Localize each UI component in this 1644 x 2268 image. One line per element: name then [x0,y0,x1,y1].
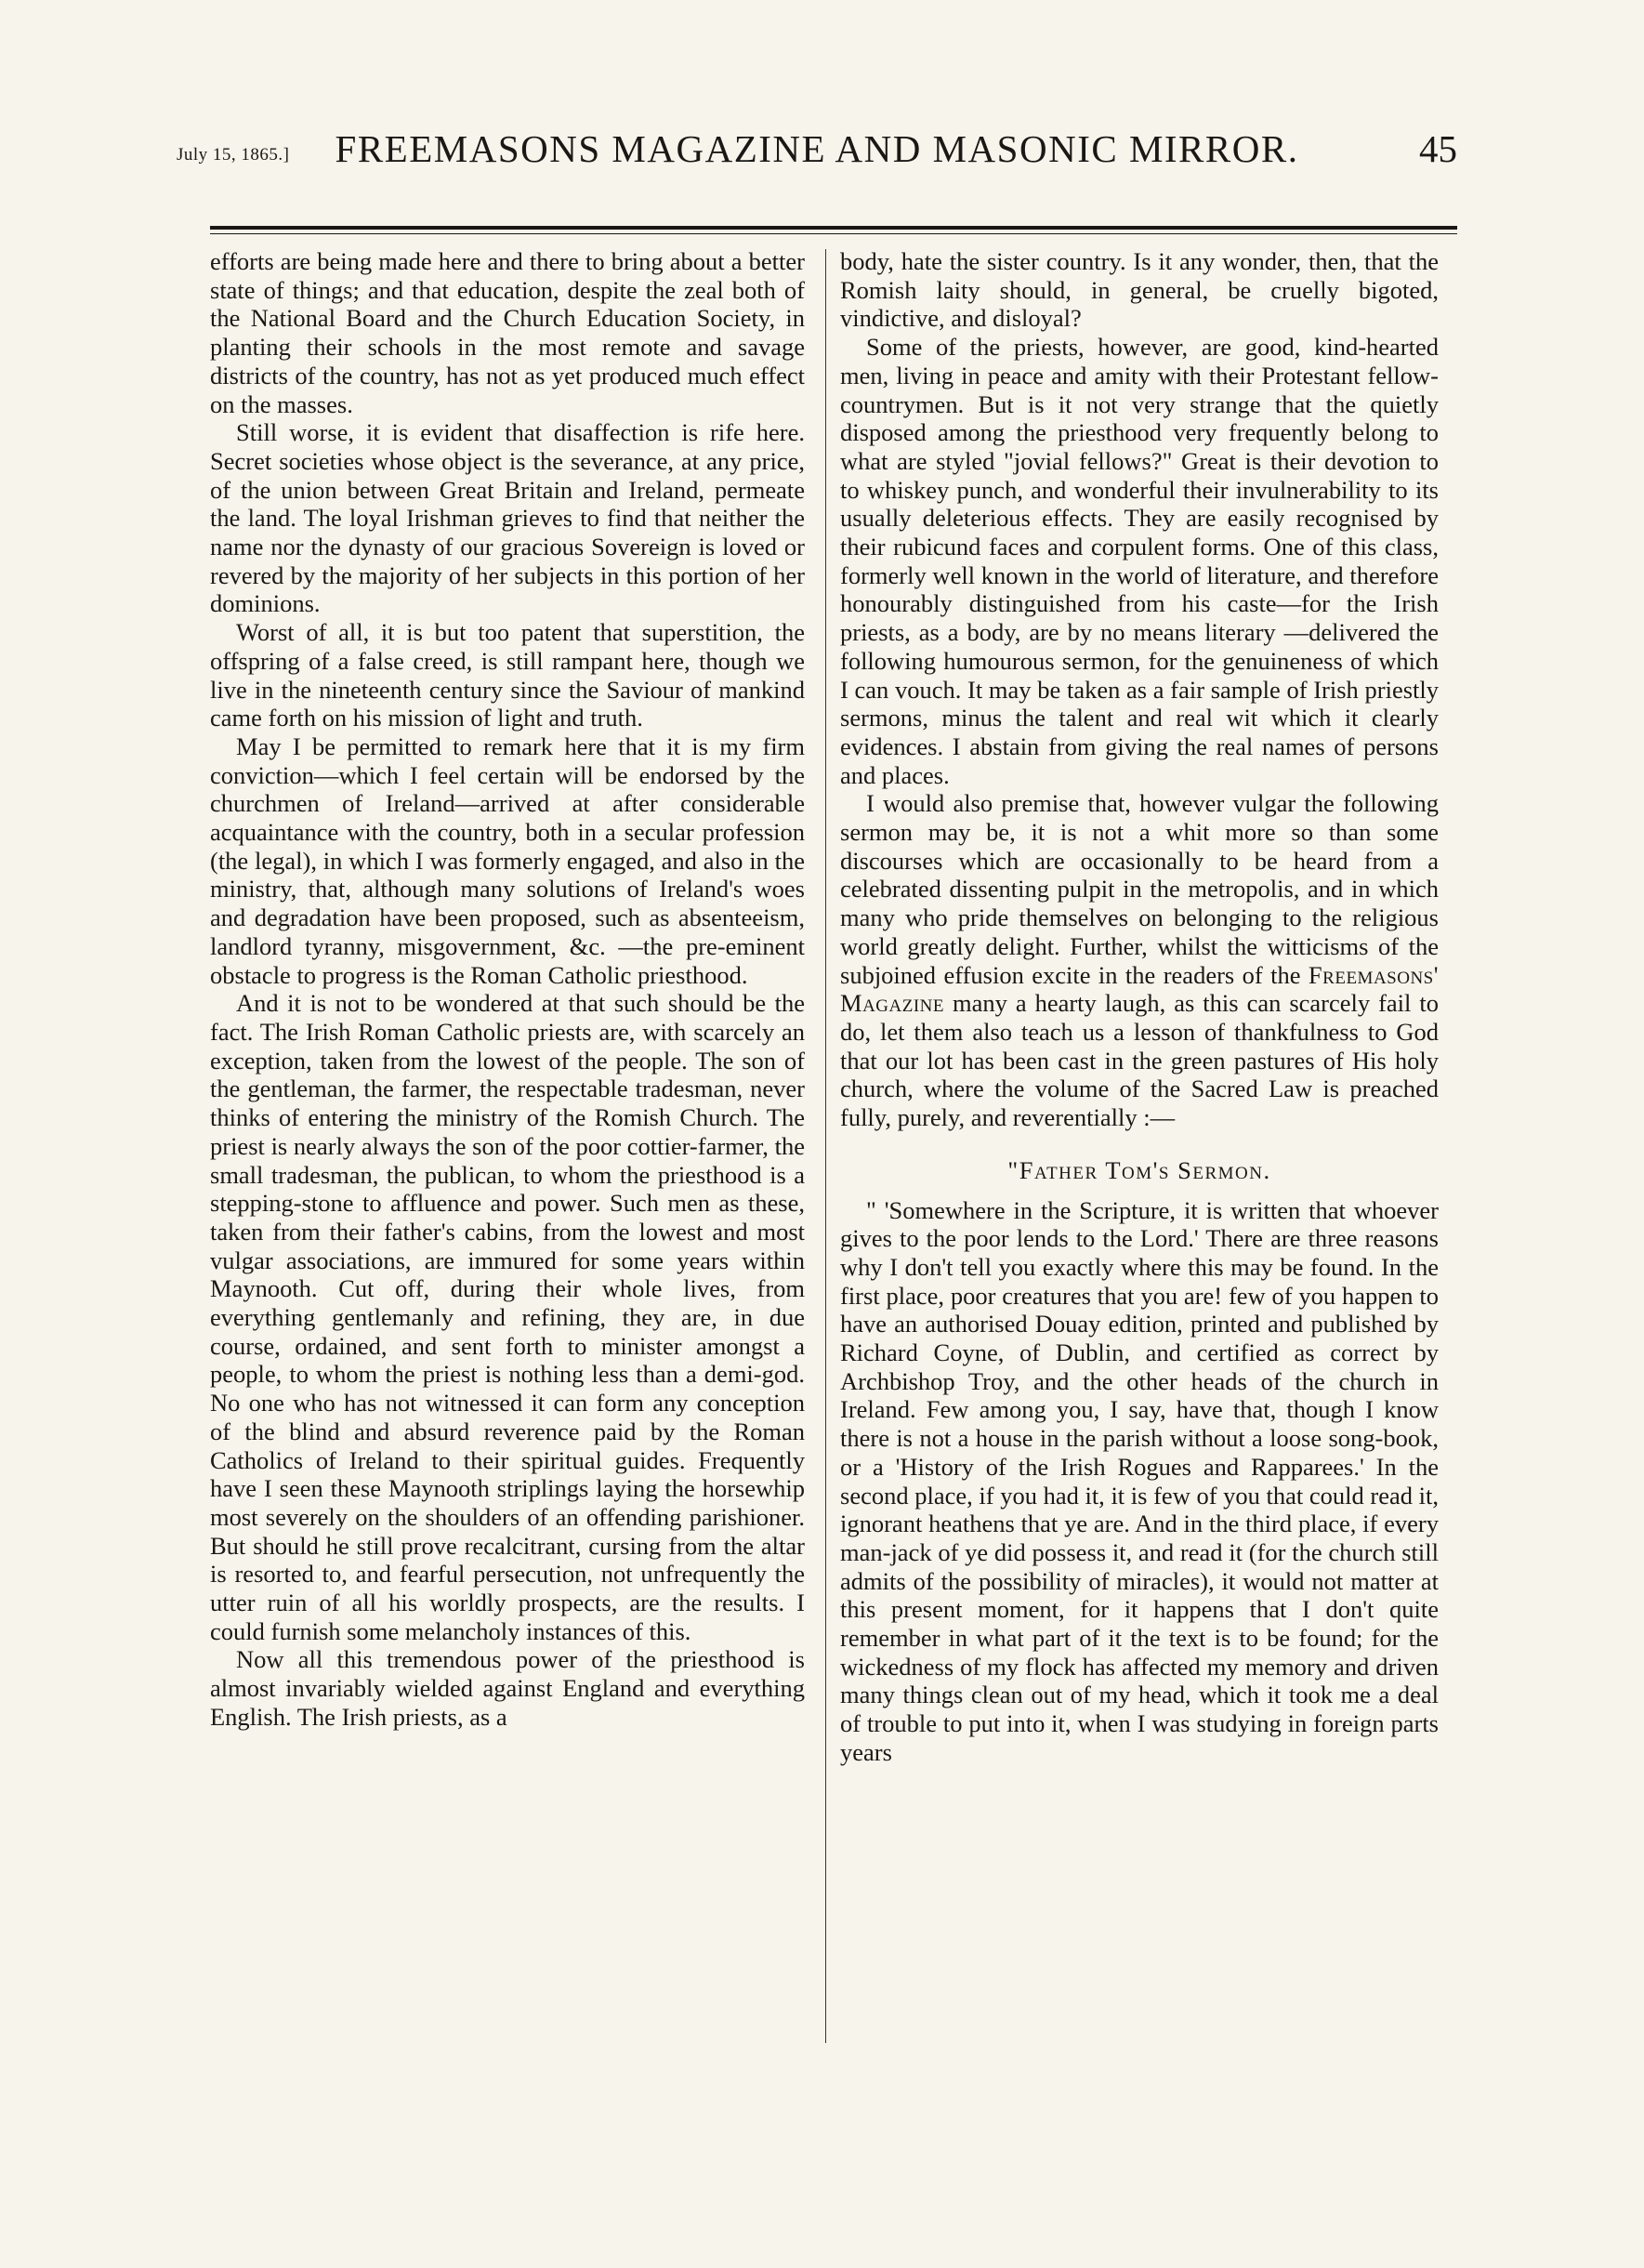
paragraph: body, hate the sister country. Is it any wonder, then, that the Romish laity should, in general, be cruelly bigoted, vindictive, and disloyal? [840,247,1439,333]
paragraph-premise [840,789,1439,1131]
page-number: 45 [1419,127,1457,170]
header-rule-thin [210,233,1457,234]
paragraph: efforts are being made here and there to bring about a better state of things; and that education, despite the zeal both of the National Board and the Church Education Society, in planting their schools in the most remote and savage districts of the country, has not as yet produced much effect on the masses. [210,247,805,418]
page-header [177,126,1457,182]
premise-text-start: I would also premise that, however vulgar the following sermon may be, it is not a whit more so than some discourses which are occasionally to be heard from a celebrated dissenting pulpit in the metropolis, and in which many who pride themselves on belonging to the religious world greatly delight. Further, whilst the witticisms of the subjoined effusion excite in the readers of the [840,789,1439,989]
column-divider [825,249,826,2043]
sermon-heading: "Father Tom's Sermon. [1007,1155,1271,1184]
paragraph: Now all this tremendous power of the priesthood is almost invariably wielded against England and everything English. The Irish priests, as a [210,1645,805,1731]
paragraph: And it is not to be wondered at that such should be the fact. The Irish Roman Catholic priests are, with scarcely an exception, taken from the lowest of the people. The son of the gentleman, the farmer, the respectable tradesman, never thinks of entering the ministry of the Romish Church. The priest is nearly always the son of the poor cottier-farmer, the small tradesman, the publican, to whom the priesthood is a stepping-stone to affluence and power. Such men as these, taken from their father's cabins, from the lowest and most vulgar associations, are immured for some years within Maynooth. Cut off, during their whole lives, from everything gentlemanly and refining, they are, in due course, ordained, and sent forth to minister amongst a people, to whom the priest is nothing less than a demi-god. No one who has not witnessed it can form any conception of the blind and absurd reverence paid by the Roman Catholics of Ireland to their spiritual guides. Frequently have I seen these Maynooth striplings laying the horsewhip most severely on the shoulders of an offending parishioner. But should he still prove recalcitrant, cursing from the altar is resorted to, and fearful persecution, not unfrequently the utter ruin of all his worldly prospects, are the results. I could furnish some melancholy instances of this. [210,989,805,1645]
paragraph: Still worse, it is evident that disaffection is rife here. Secret societies whose object is the severance, at any price, of the union between Great Britain and Ireland, permeate the land. The loyal Irishman grieves to find that neither the name nor the dynasty of our gracious Sovereign is loved or revered by the majority of her subjects in this portion of her dominions. [210,418,805,618]
left-column [210,247,805,1732]
issue-date: July 15, 1865.] [177,145,290,165]
right-column [840,247,1439,1767]
sermon-paragraph: " 'Somewhere in the Scripture, it is written that whoever gives to the poor lends to the Lord.' There are three reasons why I don't tell you exactly where this may be found. In the first place, poor creatures that you are! few of you happen to have an authorised Douay edition, printed and published by Richard Coyne, of Dublin, and certified as correct by Archbishop Troy, and the other heads of the church in Ireland. Few among you, I say, have that, though I know there is not a house in the parish without a loose song-book, or a 'History of the Irish Rogues and Rapparees.' In the second place, if you had it, it is few of you that could read it, ignorant heathens that ye are. And in the third place, if every man-jack of ye did possess it, and read it (for the church still admits of the possibility of miracles), it would not matter at this present moment, for it happens that I don't quite remember in what part of it the text is to be found; for the wickedness of my flock has affected my memory and driven many things clean out of my head, which it took me a deal of trouble to put into it, when I was studying in foreign parts years [840,1195,1439,1766]
paragraph: Some of the priests, however, are good, kind-hearted men, living in peace and amity with their Protestant fellow-countrymen. But is it not very strange that the quietly disposed among the priesthood very frequently belong to what are styled "jovial fellows?" Great is their devotion to to whiskey punch, and wonderful their invulnerability to its usually deleterious effects. They are easily recognised by their rubicund faces and corpulent forms. One of this class, formerly well known in the world of literature, and therefore honourably distinguished from his caste—for the Irish priests, as a body, are by no means literary —delivered the following humourous sermon, for the genuineness of which I can vouch. It may be taken as a fair sample of Irish priestly sermons, minus the talent and real wit which it clearly evidences. I abstain from giving the real names of persons and places. [840,333,1439,789]
header-rule-thick [210,226,1457,230]
magazine-title: FREEMASONS MAGAZINE AND MASONIC MIRROR. [335,127,1299,170]
paragraph: May I be permitted to remark here that it is my firm conviction—which I feel certain will be endorsed by the churchmen of Ireland—arrived at after considerable acquaintance with the country, both in a secular profession (the legal), in which I was formerly engaged, and also in the ministry, that, although many solutions of Ireland's woes and degradation have been proposed, such as absenteeism, landlord tyranny, misgovernment, &c. —the pre-eminent obstacle to progress is the Roman Catholic priesthood. [210,732,805,989]
paragraph: Worst of all, it is but too patent that superstition, the offspring of a false creed, is still rampant here, though we live in the nineteenth century since the Saviour of mankind came forth on his mission of light and truth. [210,618,805,732]
magazine-name: Freemasons' Magazine [840,960,1440,1018]
premise-text-end: many a hearty laugh, as this can scarcely fail to do, let them also teach us a lesson of thankfulness to God that our lot has been cast in the green pastures of His holy church, where the volume of the Sacred Law is preached fully, purely, and reverentially :— [840,989,1439,1132]
